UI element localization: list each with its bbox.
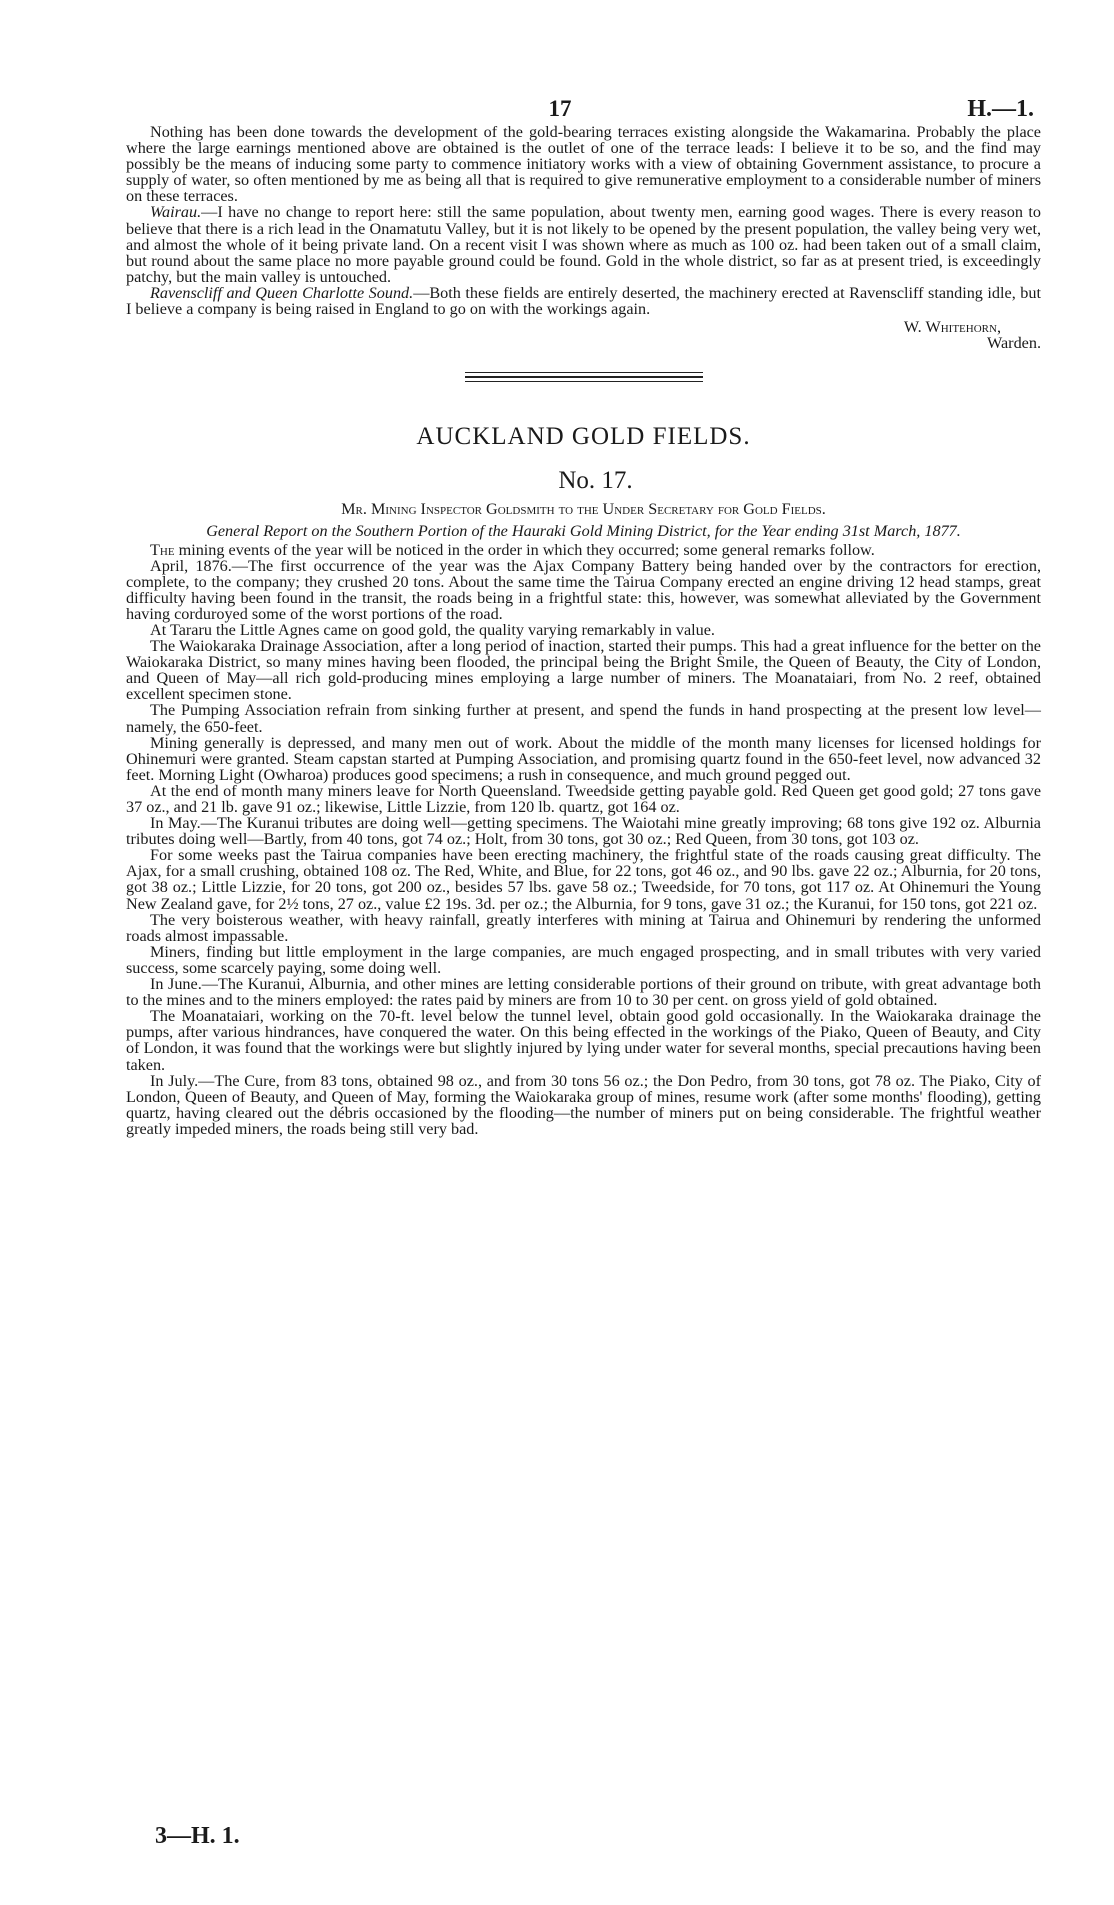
wairau-text: —I have no change to report here: still the same population, about twenty men, earning good wages. There is every reason to believe that there is a rich lead in the Onamatutu Valley, but it is not likely to be opened by the present population, the valley being very wet, and almost the whole of it being private land. On a recent visit I was shown where as much as 100 oz. had been taken out of a small claim, but round about the same place no more payable ground could be found. Gold in the whole district, so far as at present tried, is exceedingly patchy, but the main valley is untouched.	[126, 203, 1041, 286]
from-line: Mr. Mining Inspector Goldsmith to the Under Secretary for Gold Fields.	[341, 500, 826, 519]
paragraph: The very boisterous weather, with heavy rainfall, greatly interferes with mining at Tairua and Ohinemuri by rendering the unformed roads almost impassable.	[126, 910, 1041, 945]
paragraph: The Pumping Association refrain from sinking further at present, and spend the funds in hand prospecting at the present low level—namely, the 650-feet.	[126, 701, 1041, 736]
paragraph: For some weeks past the Tairua companies have been erecting machinery, the frightful state of the roads causing great difficulty. The Ajax, for a small crushing, obtained 108 oz. The Red, White, and Blue, for 22 tons, got 46 oz., and 90 lbs. gave 22 oz.; Alburnia, for 20 tons, got 38 oz.; Little Lizzie, for 20 tons, got 200 oz., besides 57 lbs. gave 58 oz.; Tweedside, for 70 tons, got 117 oz. At Ohinemuri the Young New Zealand gave, for 2½ tons, 27 oz., value £2 19s. 3d. per oz.; the Alburnia, for 9 tons, gave 31 oz.; the Kuranui, for 150 tons, got 221 oz.	[126, 846, 1041, 913]
paragraph: The mining events of the year will be noticed in the order in which they occurred; some general remarks follow.	[150, 540, 875, 559]
ravenscliff-text: —Both these fields are entirely deserted, the machinery erected at Ravenscliff standing idle, but I believe a company is being raised in England to go on with the workings again.	[126, 283, 1041, 319]
paragraph: In May.—The Kuranui tributes are doing well—getting specimens. The Waiotahi mine greatly improving; 68 tons give 192 oz. Alburnia tributes doing well—Bartly, from 40 tons, got 74 oz.; Holt, from 30 tons, got 30 oz.; Red Queen, from 30 tons, got 103 oz.	[126, 814, 1041, 849]
report-top	[126, 124, 1041, 1137]
divider-rule	[465, 376, 703, 378]
signature-title: Warden.	[987, 334, 1041, 353]
section-title: AUCKLAND GOLD FIELDS.	[416, 423, 751, 451]
divider-rule	[465, 372, 703, 373]
paragraph: The Moanataiari, working on the 70-ft. level below the tunnel level, obtain good gold occasionally. In the Waiokaraka drainage the pumps, after various hindrances, have conquered the water. On this being effected in the workings of the Piako, Queen of Beauty, and City of London, it was found that the workings were but slightly injured by lying under water for several months, special precautions having been taken.	[126, 1007, 1041, 1074]
paragraph-wakamarina: Nothing has been done towards the development of the gold-bearing terraces existing alongside the Wakamarina. Probably the place where the large earnings mentioned above are obtained is the outlet of one of the terrace leads: I believe it to be so, and the find may possibly be the means of inducing some party to commence initiatory works with a view of obtaining Government assistance, to procure a supply of water, so often mentioned by me as being all that is required to give remunerative employment to a considerable number of miners on these terraces.	[126, 123, 1041, 206]
paragraph: In June.—The Kuranui, Alburnia, and other mines are letting considerable portions of their ground on tribute, with great advantage both to the mines and to the miners employed: the rates paid by miners are from 10 to 30 per cent. on gross yield of gold obtained.	[126, 975, 1041, 1010]
document-number: No. 17.	[558, 467, 633, 495]
paragraph: In July.—The Cure, from 83 tons, obtained 98 oz., and from 30 tons 56 oz.; the Don Pedro, from 30 tons, got 78 oz. The Piako, City of London, Queen of Beauty, and Queen of May, forming the Waiokaraka group of mines, resume work (after some months' flooding), getting quartz, having cleared out the débris occasioned by the flooding—the number of miners put on being considerable. The frightful weather greatly impeded miners, the roads being still very bad.	[126, 1071, 1041, 1138]
paragraph-ravenscliff	[126, 285, 1041, 317]
paragraph: Miners, finding but little employment in the large companies, are much engaged prospecting, and in small tributes with very varied success, some scarcely paying, some doing well.	[126, 942, 1041, 977]
paragraph: At the end of month many miners leave for North Queensland. Tweedside getting payable gold. Red Queen get good gold; 27 tons gave 37 oz., and 21 lb. gave 91 oz.; likewise, Little Lizzie, from 120 lb. quartz, got 164 oz.	[126, 781, 1041, 816]
paragraph-wairau	[126, 204, 1041, 284]
paragraph: April, 1876.—The first occurrence of the year was the Ajax Company Battery being handed over by the contractors for erection, complete, to the company; they crushed 20 tons. About the same time the Tairua Company erected an engine driving 12 head stamps, great difficulty having been found in the transit, the roads being in a frightful state: this, however, was somewhat alleviated by the Government having corduroyed some of the worst portions of the road.	[126, 556, 1041, 623]
paragraph: At Tararu the Little Agnes came on good gold, the quality varying remarkably in value.	[150, 620, 715, 639]
paragraph: Mining generally is depressed, and many men out of work. About the middle of the month many licenses for licensed holdings for Ohinemuri were granted. Steam capstan started at Pumping Association, and promising quartz found in the 650-feet level, now advanced 32 feet. Morning Light (Owharoa) produces good specimens; a rush in consequence, and much ground pegged out.	[126, 733, 1041, 784]
heading-wairau: Wairau.	[150, 203, 202, 222]
divider-rule	[465, 381, 703, 382]
heading-ravenscliff: Ravenscliff and Queen Charlotte Sound.	[150, 283, 414, 302]
paragraph: The Waiokaraka Drainage Association, after a long period of inaction, started their pumps. This had a great influence for the better on the Waiokaraka District, so many mines having been flooded, the principal being the Bright Smile, the Queen of Beauty, the City of London, and Queen of May—all rich gold-producing mines employing a large number of miners. The Moanataiari, from No. 2 reef, obtained excellent specimen stone.	[126, 637, 1041, 704]
report-subtitle: General Report on the Southern Portion of the Hauraki Gold Mining District, for the Year ending 31st March, 1877.	[206, 522, 961, 541]
document-reference: H.—1.	[967, 96, 1034, 122]
sheet-reference: 3—H. 1.	[155, 1823, 240, 1849]
lead-word: The	[150, 540, 175, 559]
page-number: 17	[548, 96, 572, 121]
signature-name: W. Whitehorn,	[903, 318, 1001, 337]
